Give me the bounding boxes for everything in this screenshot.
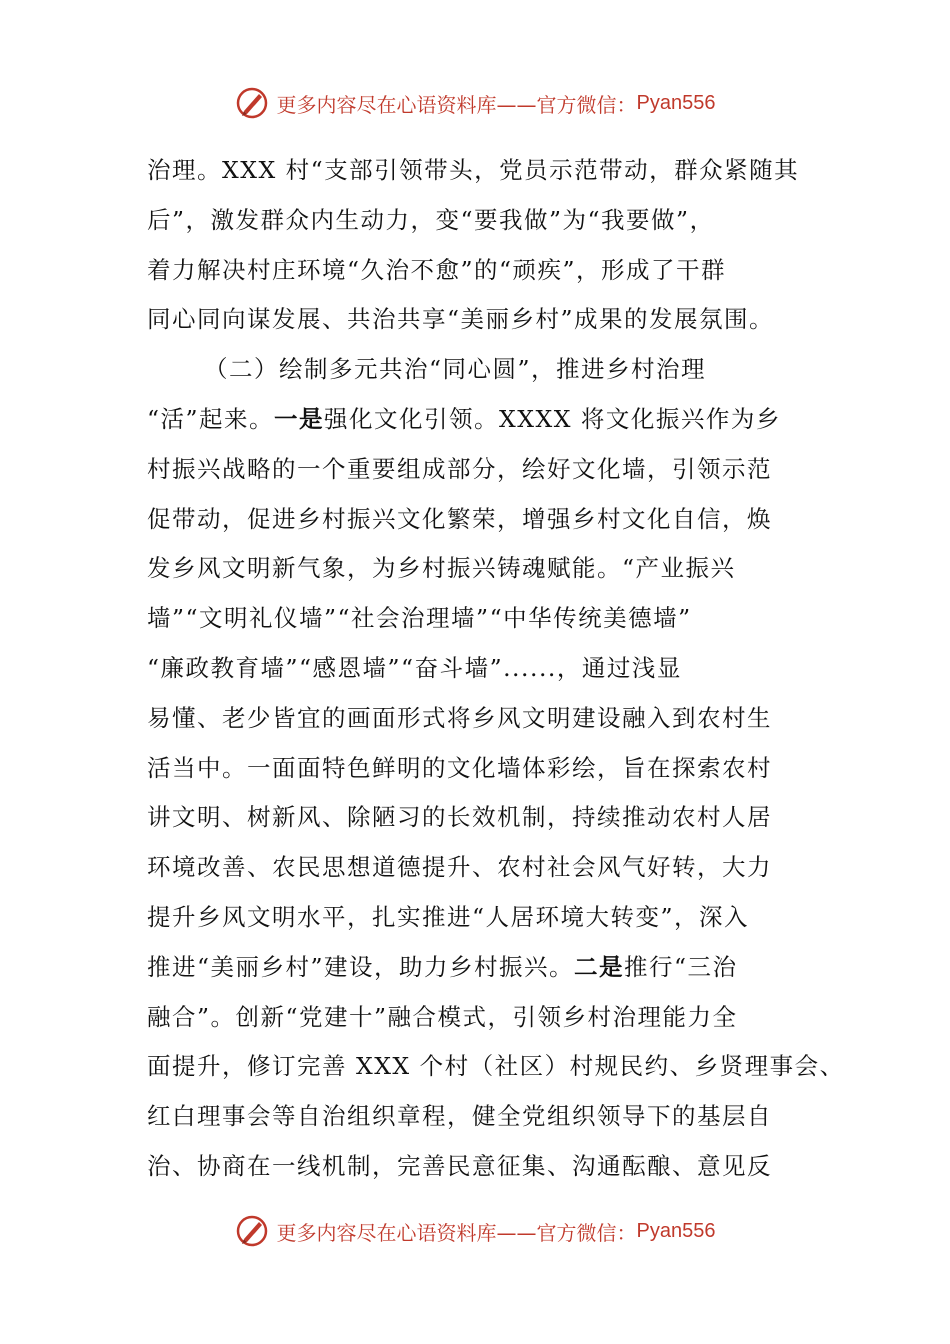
text-line: 讲文明、树新风、除陋习的长效机制，持续推动农村人居 <box>147 803 772 832</box>
text-line <box>147 943 827 993</box>
text-line: 面提升，修订完善 XXX 个村（社区）村规民约、乡贤理事会、 <box>147 1052 845 1081</box>
text-line: “廉政教育墙”“感恩墙”“奋斗墙”......，通过浅显 <box>147 653 682 682</box>
text-line: 后”，激发群众内生动力，变“要我做”为“我要做”， <box>147 205 715 234</box>
text-run: “活”起来。 <box>147 404 275 433</box>
text-line: 易懂、老少皆宜的画面形式将乡风文明建设融入到农村生 <box>147 703 772 732</box>
text-line: 发乡风文明新气象，为乡村振兴铸魂赋能。“产业振兴 <box>147 554 736 583</box>
text-line: 活当中。一面面特色鲜明的文化墙体彩绘，旨在探索农村 <box>147 753 772 782</box>
footer-banner-text: 更多内容尽在心语资料库——官方微信： <box>276 1220 637 1245</box>
text-line: （二）绘制多元共治“同心圆”，推进乡村治理 <box>204 355 707 384</box>
text-run: 强化文化引领。XXXX 将文化振兴作为乡 <box>324 404 781 433</box>
header-wechat-id: Pyan556 <box>636 91 716 114</box>
text-line: 着力解决村庄环境“久治不愈”的“顽疾”，形成了干群 <box>147 255 727 284</box>
document-body <box>147 146 845 1192</box>
header-banner <box>0 83 950 123</box>
text-run: 推进“美丽乡村”建设，助力乡村振兴。 <box>147 952 575 981</box>
footer-wechat-id: Pyan556 <box>636 1219 716 1242</box>
footer-banner <box>0 1211 950 1251</box>
text-line: 村振兴战略的一个重要组成部分，绘好文化墙，引领示范 <box>147 454 772 483</box>
text-line: 红白理事会等自治组织章程，健全党组织领导下的基层自 <box>147 1102 772 1131</box>
text-line: 促带动，促进乡村振兴文化繁荣，增强乡村文化自信，焕 <box>147 504 772 533</box>
text-run: 推行“三治 <box>624 952 738 981</box>
text-line: 同心同向谋发展、共治共享“美丽乡村”成果的发展氛围。 <box>147 305 775 334</box>
text-line: 融合”。创新“党建十”融合模式，引领乡村治理能力全 <box>147 1002 738 1031</box>
text-line: 环境改善、农民思想道德提升、农村社会风气好转，大力 <box>147 853 772 882</box>
pen-logo-icon <box>235 86 269 120</box>
text-line: 提升乡风文明水平，扎实推进“人居环境大转变”，深入 <box>147 902 750 931</box>
bold-marker: 二是 <box>574 952 625 981</box>
text-line: 治、协商在一线机制，完善民意征集、沟通酝酿、意见反 <box>147 1151 772 1180</box>
text-line: 治理。XXX 村“支部引领带头，党员示范带动，群众紧随其 <box>147 156 800 184</box>
bold-marker: 一是 <box>274 404 325 433</box>
pen-logo-icon <box>235 1214 269 1248</box>
text-line: 墙”“文明礼仪墙”“社会治理墙”“中华传统美德墙” <box>147 604 692 633</box>
header-banner-text: 更多内容尽在心语资料库——官方微信： <box>276 92 637 117</box>
text-line <box>147 395 827 445</box>
